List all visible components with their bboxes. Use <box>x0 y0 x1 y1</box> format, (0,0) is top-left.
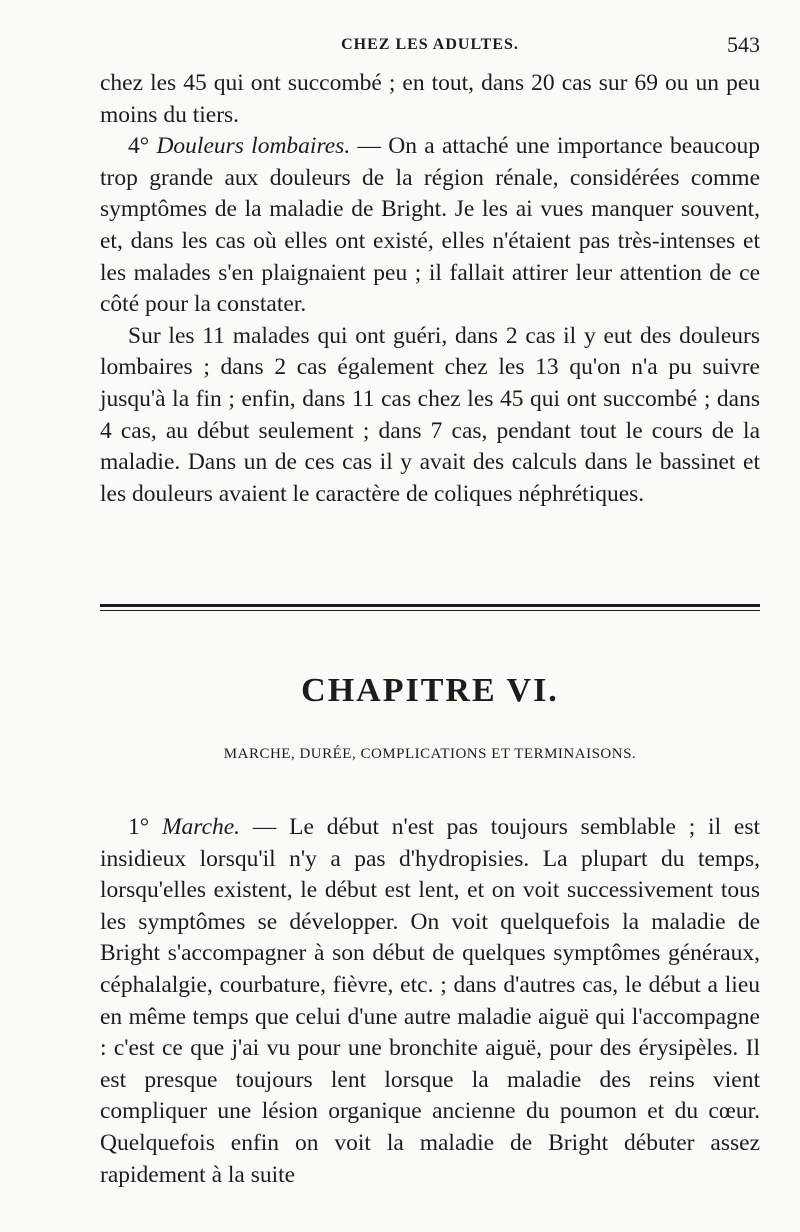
paragraph-douleurs-lombaires <box>100 131 760 321</box>
paragraph-malades-gueris: Sur les 11 malades qui ont guéri, dans 2 cas il y eut des douleurs lombaires ; dans 2 cas également chez les 13 qu'on n'a pu suivre jusqu'à la fin ; enfin, dans 11 cas chez les 45 qui ont succombé ; dans 4 cas, au début seulement ; dans 7 cas, pendant tout le cours de la maladie. Dans un de ces cas il y avait des calculs dans le bassinet et les douleurs avaient le caractère de coliques néphrétiques. <box>100 322 760 507</box>
rule-thin <box>100 610 760 611</box>
paragraph-number: 4° <box>128 133 150 160</box>
section-heading: Marche. <box>161 814 241 840</box>
rule-thick <box>100 604 760 607</box>
running-head <box>100 32 760 60</box>
paragraph-number: 1° <box>128 814 150 840</box>
continuation-paragraph: chez les 45 qui ont succombé ; en tout, dans 20 cas sur 69 ou un peu moins du tiers. <box>100 70 760 128</box>
paragraph-marche <box>100 812 760 1191</box>
page-number: 543 <box>727 32 760 57</box>
chapter-title: CHAPITRE VI. <box>301 672 559 709</box>
paragraph-body: — On a attaché une importance beaucoup trop grande aux douleurs de la région rénale, considérées comme symptômes de la maladie de Bright. Je les ai vues manquer souvent, et, dans les cas où elles ont existé, elles n'étaient pas très-intenses et les malades s'en plaignaient peu ; il fallait attirer leur attention de ce côté pour la constater. <box>100 133 761 318</box>
text-block-top <box>100 68 760 510</box>
text-block-bottom <box>100 812 760 1191</box>
chapter-subtitle: MARCHE, DURÉE, COMPLICATIONS ET TERMINAISONS. <box>223 746 637 762</box>
running-title: CHEZ LES ADULTES. <box>341 36 519 53</box>
paragraph-body: — Le début n'est pas toujours semblable ; il est insidieux lorsqu'il n'y a pas d'hydropisies. La plupart du temps, lorsqu'elles existent, le début est lent, et on voit successivement tous les symptômes se développer. On voit quelquefois la maladie de Bright s'accompagner à son début de quelques symptômes généraux, céphalalgie, courbature, fièvre, etc. ; dans d'autres cas, le début a lieu en même temps que celui d'une autre maladie aiguë qui l'accompagne : c'est ce que j'ai vu pour une bronchite aiguë, pour des érysipèles. Il est presque toujours lent lorsque la maladie des reins vient compliquer une lésion organique ancienne du poumon et du cœur. Quelquefois enfin on voit la maladie de Bright débuter assez rapidement à la suite <box>100 814 761 1188</box>
chapter-rule <box>100 604 760 611</box>
section-heading: Douleurs lombaires. <box>156 133 351 160</box>
